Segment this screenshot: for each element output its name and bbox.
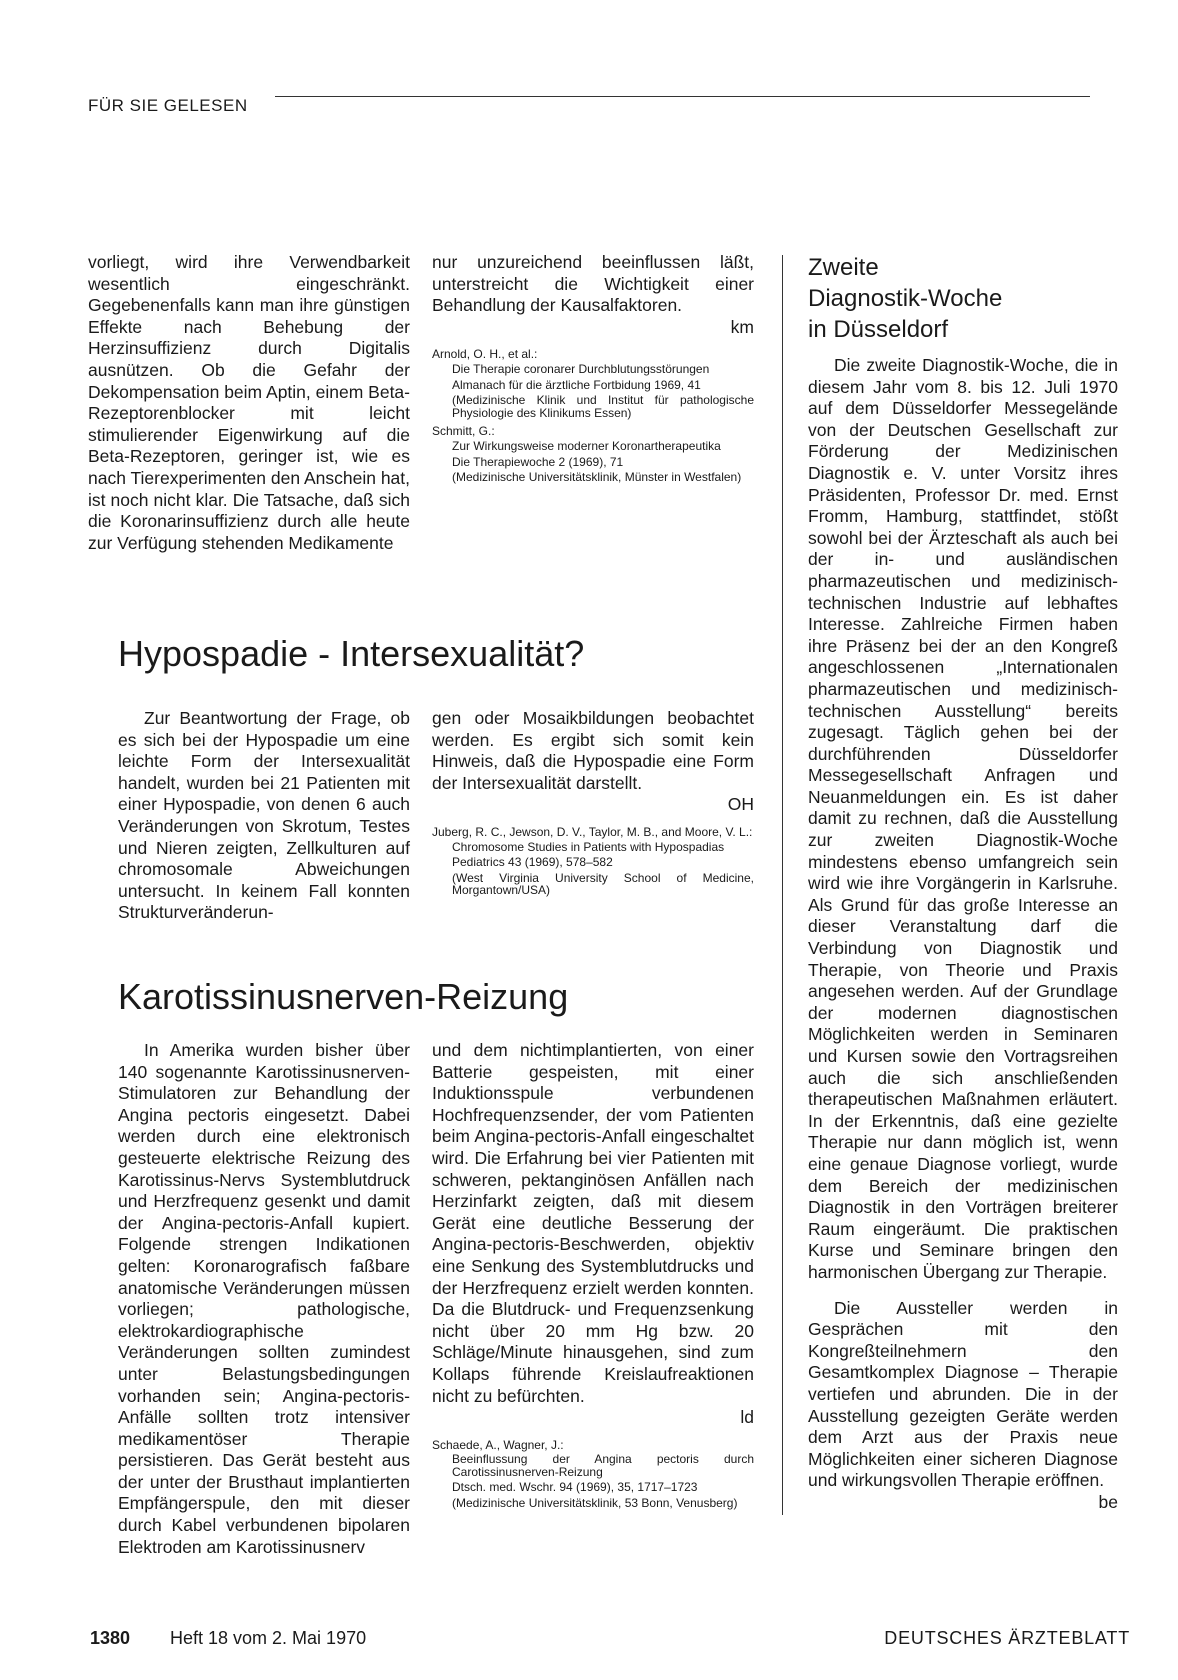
karotis-col2	[432, 1040, 754, 1513]
column-divider	[782, 255, 783, 1515]
reference-source: Pediatrics 43 (1969), 578–582	[452, 855, 613, 870]
prev-article-col2-text	[432, 252, 754, 338]
sidebar-article	[808, 252, 1118, 1513]
reference-institution: (Medizinische Klinik und Institut für pathologische Physiologie des Klinikums Essen)	[452, 393, 754, 420]
reference-author: Juberg, R. C., Jewson, D. V., Taylor, M. B., and Moore, V. L.:	[432, 824, 753, 839]
reference-title: Zur Wirkungsweise moderner Koronartherapeutika	[452, 438, 721, 453]
section-label: FÜR SIE GELESEN	[88, 96, 248, 115]
reference-title: Beeinflussung der Angina pectoris durch Carotissinusnerven-Reizung	[452, 1452, 754, 1479]
header-rule	[275, 96, 1090, 97]
reference-institution: (Medizinische Universitätsklinik, Münster in Westfalen)	[452, 470, 742, 485]
reference-source: Die Therapiewoche 2 (1969), 71	[452, 454, 624, 469]
sidebar-title-line1: Zweite	[808, 254, 879, 281]
hypospadie-col1	[118, 708, 410, 924]
hypospadie-references	[432, 826, 754, 897]
reference-title: Die Therapie coronarer Durchblutungsstörungen	[452, 361, 710, 376]
hypospadie-col1-text: Zur Beantwortung der Frage, ob es sich bei der Hypospadie um eine leichte Form der Intersexualität handelt, wurden bei 21 Patienten mit einer Hypospadie, von denen 6 auch Veränderungen von Skrotum, Testes und Nieren zeigten, Zellkulturen auf chromosomale Abweichungen untersucht. In keinem Fall konnten Strukturveränderun-	[118, 708, 410, 923]
prev-article-col2	[432, 252, 754, 487]
sidebar-title-line3: in Düsseldorf	[808, 316, 949, 343]
reference-source: Dtsch. med. Wschr. 94 (1969), 35, 1717–1723	[452, 1480, 698, 1495]
prev-article-signature: km	[730, 316, 754, 337]
hypospadie-col2-text	[432, 708, 754, 816]
hypospadie-col2	[432, 708, 754, 900]
article-title-karotis: Karotissinusnerven-Reizung	[118, 976, 569, 1017]
reference-author: Schmitt, G.:	[432, 424, 495, 439]
journal-name: DEUTSCHES ÄRZTEBLATT	[884, 1628, 1130, 1648]
sidebar-title	[808, 252, 1118, 345]
article-title-hypospadie: Hypospadie - Intersexualität?	[118, 633, 585, 674]
reference-institution: (Medizinische Universitätsklinik, 53 Bonn, Venusberg)	[452, 1496, 738, 1511]
sidebar-title-line2: Diagnostik-Woche	[808, 285, 1003, 312]
prev-article-references	[432, 348, 754, 483]
sidebar-paragraph-2-body: Die Aussteller werden in Gesprächen mit den Kongreßteilnehmern den Gesamtkomplex Diagnose – Therapie vertiefen und abrunden. Die in der Ausstellung gezeigten Geräte werden dem Arzt aus der Praxis neue Möglichkeiten einer sicheren Diagnose und wirkungsvollen Therapie eröffnen.	[808, 1297, 1118, 1491]
karotis-col1-text: In Amerika wurden bisher über 140 sogenannte Karotissinusnerven-Stimulatoren zur Behandlung der Angina pectoris eingesetzt. Dabei werden durch eine elektronisch gesteuerte elektrische Reizung des Karotissinus-Nervs Systemblutdruck und Herzfrequenz gesenkt und damit der Angina-pectoris-Anfall kupiert. Folgende strengen Indikationen gelten: Koronarografisch faßbare anatomische Veränderungen müssen vorliegen; pathologische, elektrokardiographische Veränderungen sollten zumindest unter Belastungsbedingungen vorhanden sein; Angina-pectoris-Anfälle sollten trotz intensiver medikamentöser Therapie persistieren. Das Gerät besteht aus der unter der Brusthaut implantierten Empfängerspule, den mit dieser durch Kabel verbundenen bipolaren Elektroden am Karotissinusnerv	[118, 1040, 410, 1557]
reference-source: Almanach für die ärztliche Fortbidung 1969, 41	[452, 377, 701, 392]
page-number: 1380	[90, 1628, 131, 1648]
karotis-col1	[118, 1040, 410, 1558]
hypospadie-col2-body: gen oder Mosaikbildungen beobachtet werden. Es ergibt sich somit kein Hinweis, daß die Hypospadie eine Form der Intersexualität darstellt.	[432, 708, 754, 793]
karotis-references	[432, 1439, 754, 1510]
karotis-col2-body: und dem nichtimplantierten, von einer Batterie gespeisten, mit einer Induktionsspule verbundenen Hochfrequenzsender, der vom Patienten beim Angina-pectoris-Anfall eingeschaltet wird. Die Erfahrung bei vier Patienten mit schweren, pektanginösen Anfällen nach Herzinfarkt zeigten, daß mit diesem Gerät eine deutliche Besserung der Angina-pectoris-Beschwerden, objektiv eine Senkung des Systemblutdrucks und der Herzfrequenz erzielt werden konnten. Da die Blutdruck- und Frequenzsenkung nicht über 20 mm Hg bzw. 20 Schläge/Minute hinausgehen, sind zum Kollaps führende Kreislaufreaktionen nicht zu befürchten.	[432, 1040, 754, 1406]
prev-article-col2-body: nur unzureichend beeinflussen läßt, unterstreicht die Wichtigkeit einer Behandlung der Kausalfaktoren.	[432, 252, 754, 316]
karotis-col2-text	[432, 1040, 754, 1429]
prev-article-col1	[88, 252, 410, 554]
hypospadie-signature: OH	[727, 794, 754, 815]
issue-info: Heft 18 vom 2. Mai 1970	[170, 1628, 367, 1648]
karotis-signature: ld	[740, 1407, 754, 1428]
sidebar-paragraph-2	[808, 1297, 1118, 1512]
sidebar-signature: be	[1098, 1491, 1118, 1512]
reference-author: Arnold, O. H., et al.:	[432, 347, 538, 362]
sidebar-paragraph-1: Die zweite Diagnostik-Woche, die in diesem Jahr vom 8. bis 12. Juli 1970 auf dem Düsseldorfer Messegelände von der Deutschen Gesellschaft zur Förderung der Medizinischen Diagnostik e. V. unter Vorsitz ihres Präsidenten, Professor Dr. med. Ernst Fromm, Hamburg, stattfindet, stößt sowohl bei der Ärzteschaft als auch bei der in- und ausländischen pharmazeutischen und medizinisch-technischen Industrie auf lebhaftes Interesse. Zahlreiche Firmen haben ihre Präsenz bei der an den Kongreß angeschlossenen „Internationalen pharmazeutischen und medizinisch-technischen Ausstellung“ bereits zugesagt. Täglich gehen bei der durchführenden Düsseldorfer Messegesellschaft Anfragen und Neuanmeldungen ein. Es ist daher damit zu rechnen, daß die Ausstellung zur zweiten Diagnostik-Woche mindestens ebenso umfangreich sein wird wie ihre Vorgängerin in Karlsruhe. Als Grund für das große Interesse an dieser Veranstaltung darf die Verbindung von Diagnostik und Therapie, von Theorie und Praxis angesehen werden. Auf der Grundlage der modernen diagnostischen Möglichkeiten werden in Seminaren und Kursen sowie den Vortragsreihen auch die sich anschließenden therapeutischen Maßnahmen erläutert. In der Erkenntnis, daß eine gezielte Therapie nur dann möglich ist, wenn eine genaue Diagnose vorliegt, wurde dem Bereich der medizinischen Diagnostik in den Vorträgen breiterer Raum eingeräumt. Die praktischen Kurse und Seminare bringen den harmonischen Übergang zur Therapie.	[808, 355, 1118, 1282]
prev-article-col1-text: vorliegt, wird ihre Verwendbarkeit wesentlich eingeschränkt. Gegebenenfalls kann man ihre günstigen Effekte nach Behebung der Herzinsuffizienz durch Digitalis ausnützen. Ob die Gefahr der Dekompensation beim Aptin, einem Beta-Rezeptorenblocker mit leicht stimulierender Eigenwirkung auf die Beta-Rezeptoren, geringer ist, wie es nach Tierexperimenten den Anschein hat, ist noch nicht klar. Die Tatsache, daß sich die Koronarinsuffizienz durch alle heute zur Verfügung stehenden Medikamente	[88, 252, 411, 553]
reference-title: Chromosome Studies in Patients with Hypospadias	[452, 839, 725, 854]
reference-author: Schaede, A., Wagner, J.:	[432, 1437, 564, 1452]
reference-institution: (West Virginia University School of Medicine, Morgantown/USA)	[452, 870, 754, 898]
